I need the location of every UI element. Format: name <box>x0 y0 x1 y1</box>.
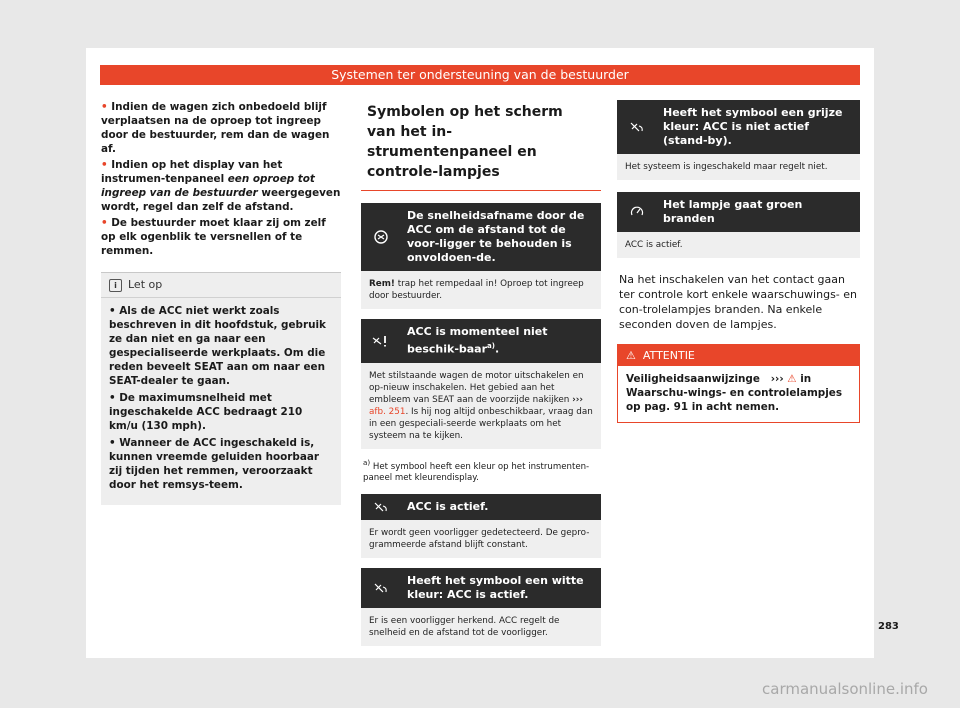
column-left <box>101 100 341 505</box>
column-middle <box>361 100 601 646</box>
symbol-bar-6: Het lampje gaat groen branden <box>617 192 860 232</box>
figure-link[interactable]: afb. 251 <box>369 406 406 417</box>
attention-body: Veiligheidsaanwijzinge ››› ⚠ in Waarschu-wings- en controlelampjes op pag. 91 in acht nemen. <box>626 373 843 413</box>
warning-triangle-icon: ⚠ <box>787 373 797 385</box>
symbol-bar-1: De snelheidsafname door de ACC om de afstand tot de voor-ligger te behouden is onvoldoen-de. <box>361 203 601 271</box>
page-number: 283 <box>878 621 899 632</box>
acc-warning-icon <box>361 334 401 348</box>
symbol-desc-4: Er is een voorligger herkend. ACC regelt de snelheid en de afstand tot de voorligger. <box>361 608 601 646</box>
note-item: • Als de ACC niet werkt zoals beschreven in dit hoofdstuk, gebruik ze dan niet en ga naar een gespecialiseerde werkplaats. Om die reden beveelt SEAT aan om naar een SEAT-dealer te gaan. <box>109 305 326 387</box>
symbol-desc-2: Met stilstaande wagen de motor uitschakelen en op-nieuw inschakelen. Het gebied aan het embleem van SEAT aan de voorzijde nakijken ››› afb. 251. Is hij nog altijd onbeschikbaar, vraag dan in een gespeciali-seerde werkplaats om het systeem na te kijken. <box>361 363 601 449</box>
symbol-desc-1: Rem! trap het rempedaal in! Oproep tot ingreep door bestuurder. <box>361 271 601 309</box>
warning-triangle-icon: ⚠ <box>626 349 636 362</box>
bullet-3: • De bestuurder moet klaar zij om zelf op elk ogenblik te versnellen of te remmen. <box>101 217 326 257</box>
acc-car-icon <box>361 500 401 514</box>
chapter-header: Systemen ter ondersteuning van de bestuurder <box>100 65 860 85</box>
footnote: $^{a)}$ Het symbool heeft een kleur op het instrumenten-paneel met kleurendisplay. <box>363 457 590 483</box>
bullet-dot: • <box>101 217 108 229</box>
symbol-desc-6: ACC is actief. <box>617 232 860 258</box>
attention-header: ⚠ ATTENTIE <box>618 345 859 366</box>
warning-bullets <box>101 100 341 258</box>
note-item: • Wanneer de ACC ingeschakeld is, kunnen vreemde geluiden hoorbaar zij tijden het remmen, veroorzaakt door het remsys-teem. <box>109 437 319 491</box>
bullet-dot: • <box>101 159 108 171</box>
acc-car-icon <box>361 581 401 595</box>
note-item: • De maximumsnelheid met ingeschakelde ACC bedraagt 210 km/u (130 mph). <box>109 392 303 432</box>
info-icon: i <box>109 279 122 292</box>
acc-car-icon <box>617 120 657 134</box>
symbol-desc-5: Het systeem is ingeschakeld maar regelt niet. <box>617 154 860 180</box>
bullet-2: • Indien op het display van het instrumen-tenpaneel een oproep tot ingreep van de bestuurder weergegeven wordt, regel dan zelf de afstand. <box>101 159 341 213</box>
attention-box <box>617 344 860 423</box>
note-body <box>101 298 341 505</box>
note-header: i Let op <box>101 273 341 298</box>
symbol-bar-5: Heeft het symbool een grijze kleur: ACC is niet actief (stand-by). <box>617 100 860 154</box>
section-title: Symbolen op het scherm van het in-strumentenpaneel en controle-lampjes <box>361 100 601 191</box>
bullet-1: • Indien de wagen zich onbedoeld blijf verplaatsen na de oproep tot ingreep door de bestuurder, rem dan de wagen af. <box>101 101 330 155</box>
watermark: carmanualsonline.info <box>762 680 928 698</box>
symbol-bar-4: Heeft het symbool een witte kleur: ACC is actief. <box>361 568 601 608</box>
symbol-desc-3: Er wordt geen voorligger gedetecteerd. De gepro-grammeerde afstand blijft constant. <box>361 520 601 558</box>
note-box <box>101 272 341 505</box>
column-right <box>617 100 860 423</box>
speedometer-icon <box>617 205 657 219</box>
symbol-bar-3: ACC is actief. <box>361 494 601 520</box>
bullet-dot: • <box>101 101 108 113</box>
acc-brake-icon <box>361 229 401 245</box>
symbol-bar-2: ACC is momenteel niet beschik-baar$^{a)}$. <box>361 319 601 363</box>
body-paragraph: Na het inschakelen van het contact gaan ter controle kort enkele waarschuwings- en con-trolelampjes branden. Na enkele seconden doven de lampjes. <box>619 273 858 331</box>
